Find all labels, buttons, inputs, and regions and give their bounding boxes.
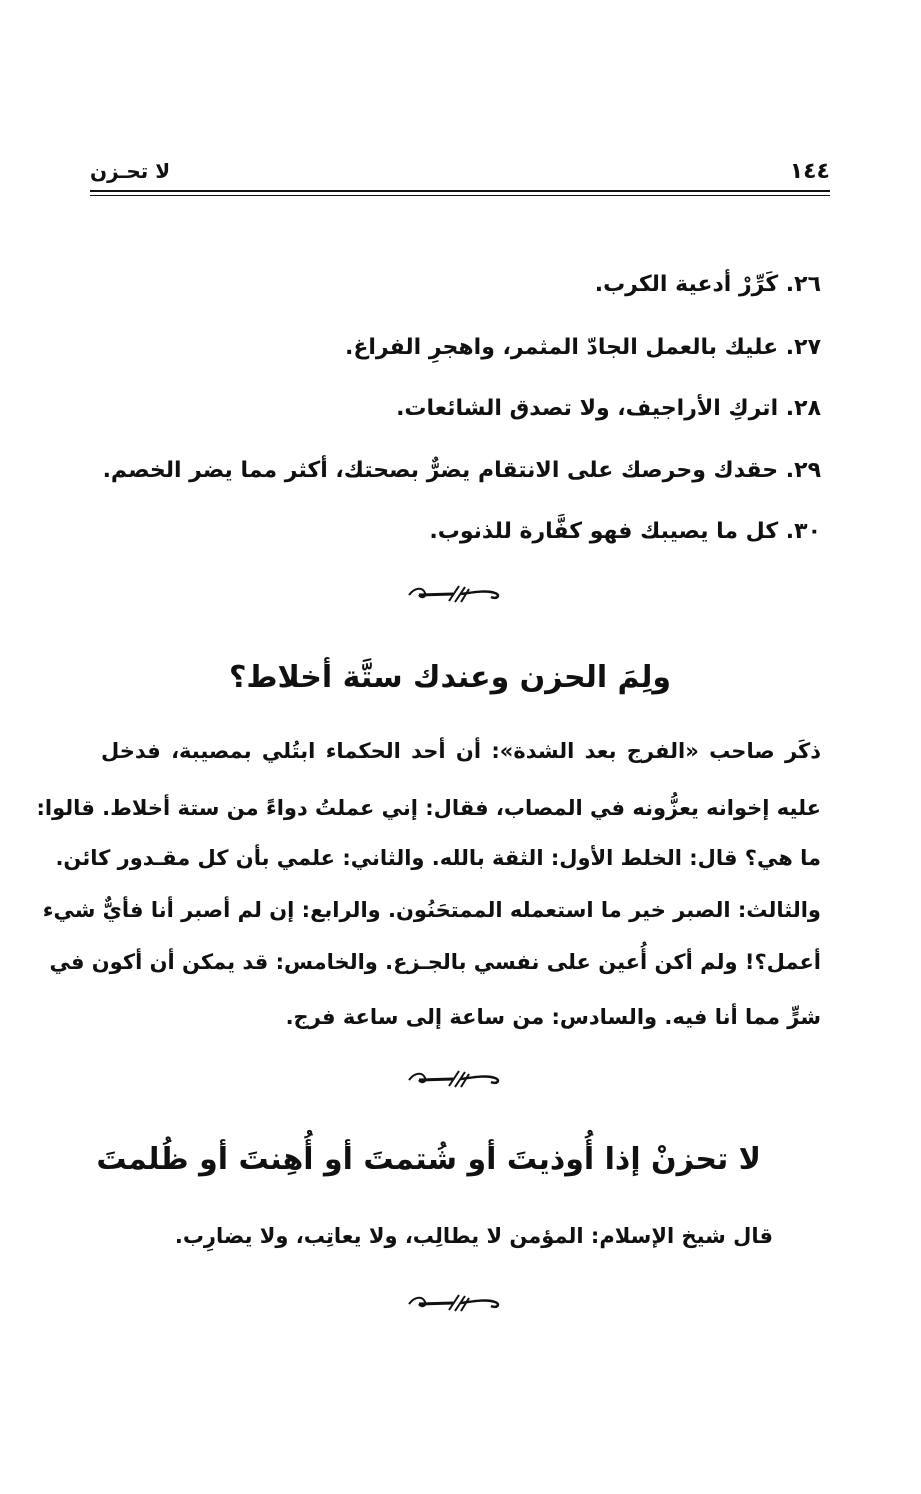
running-title: لا تحـزن xyxy=(90,159,171,183)
paragraph-line: شرٍّ مما أنا فيه. والسادس: من ساعة إلى ساعة فرج. xyxy=(285,1005,821,1029)
paragraph-line: أعمل؟! ولم أكن أُعين على نفسي بالجـزع. والخامس: قد يمكن أن أكون في xyxy=(49,950,821,974)
page-header xyxy=(90,155,830,191)
section-heading: ولِمَ الحزن وعندك ستَّة أخلاط؟ xyxy=(228,660,671,695)
list-item: ٢٩. حقدك وحرصك على الانتقام يضرٌّ بصحتك، أكثر مما يضر الخصم. xyxy=(102,458,821,483)
section-heading: لا تحزنْ إذا أُوذيتَ أو شُتمتَ أو أُهِنتَ أو ظُلمتَ xyxy=(96,1142,761,1177)
section-divider-ornament xyxy=(405,1068,505,1090)
paragraph-line: والثالث: الصبر خير ما استعمله الممتحَنُون. والرابع: إن لم أصبر أنا فأيٌّ شيء xyxy=(42,898,821,922)
quote-text: قال شيخ الإسلام: المؤمن لا يطالِب، ولا يعاتِب، ولا يضارِب. xyxy=(174,1224,773,1248)
paragraph-line: عليه إخوانه يعزُّونه في المصاب، فقال: إني عملتُ دواءً من ستة أخلاط. قالوا: xyxy=(36,796,821,820)
paragraph-line: ذكَر صاحب «الفرج بعد الشدة»: أن أحد الحكماء ابتُلي بمصيبة، فدخل xyxy=(101,739,821,763)
paragraph-line: ما هي؟ قال: الخلط الأول: الثقة بالله. والثاني: علمي بأن كل مقـدور كائن. xyxy=(55,846,821,870)
list-item: ٣٠. كل ما يصيبك فهو كفَّارة للذنوب. xyxy=(429,519,821,544)
page-number: ١٤٤ xyxy=(789,159,830,184)
list-item: ٢٧. عليك بالعمل الجادّ المثمر، واهجرِ الفراغ. xyxy=(344,335,821,360)
header-rule xyxy=(90,190,830,196)
list-item: ٢٦. كَرِّرْ أدعية الكرب. xyxy=(594,272,821,297)
section-divider-ornament xyxy=(405,1292,505,1314)
list-item: ٢٨. اتركِ الأراجيف، ولا تصدق الشائعات. xyxy=(396,396,821,421)
section-divider-ornament xyxy=(405,583,505,605)
